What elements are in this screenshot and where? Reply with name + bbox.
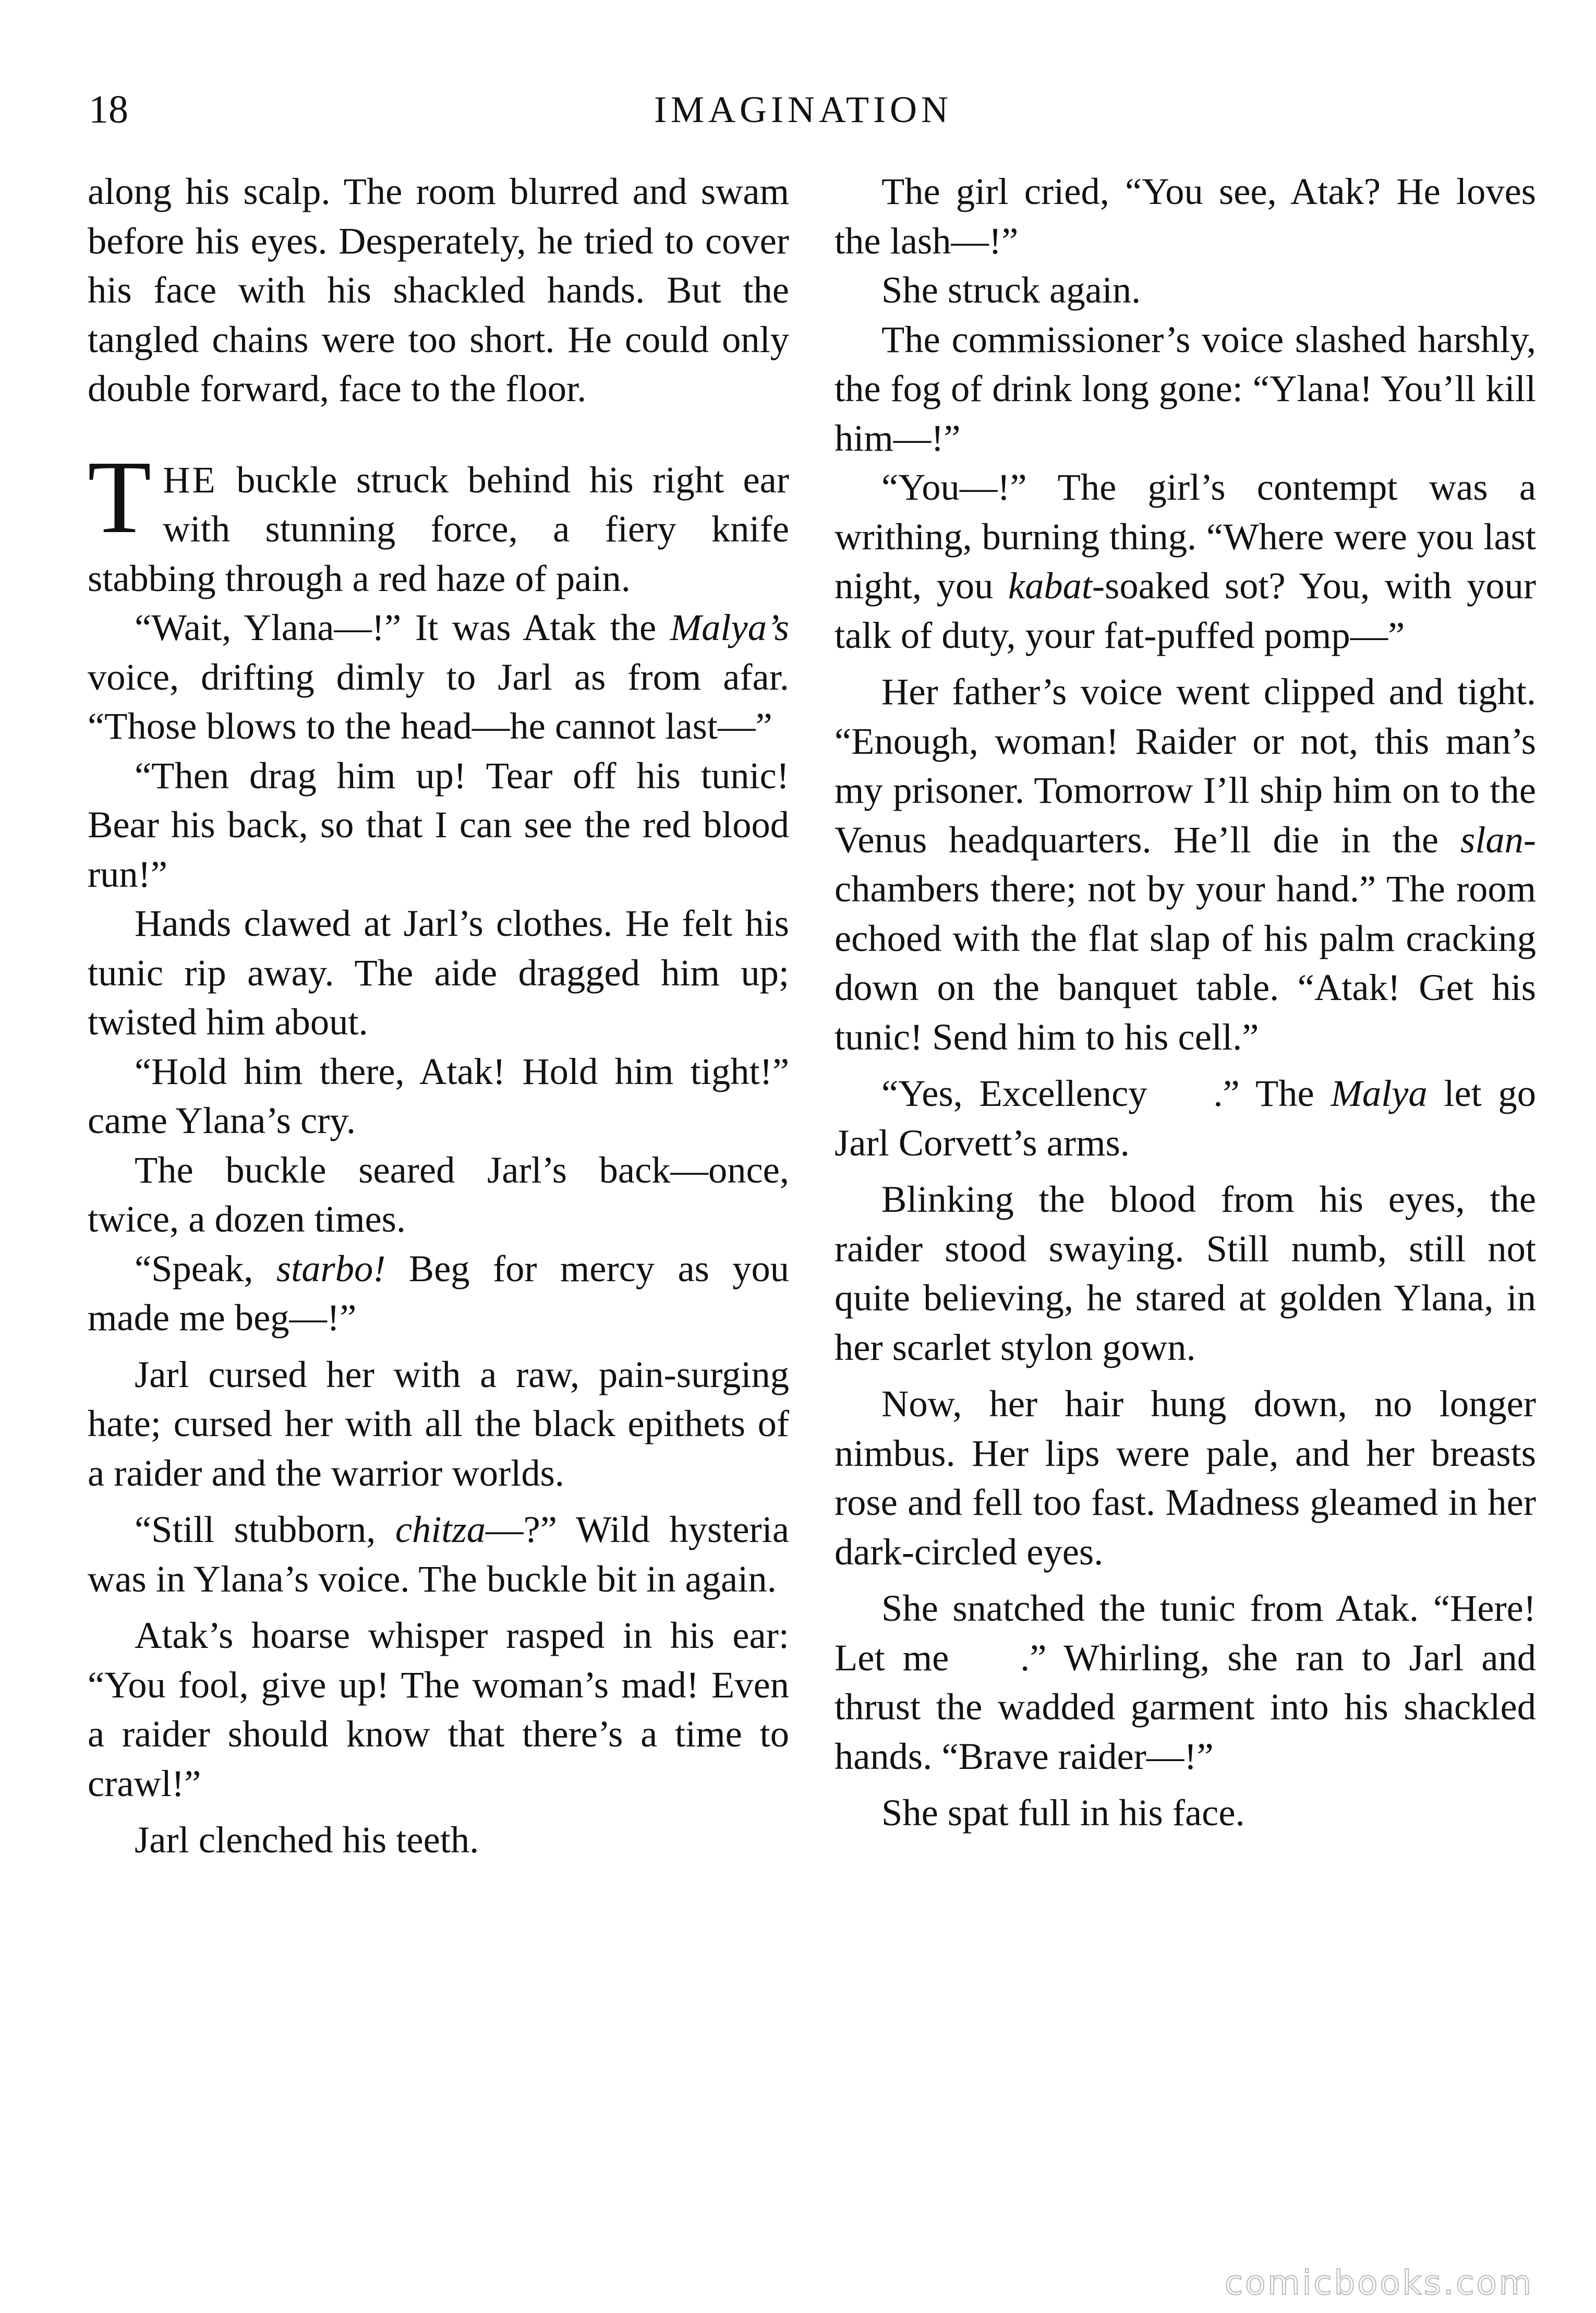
text-run: “Speak, <box>135 1247 276 1290</box>
paragraph <box>88 1244 789 1343</box>
paragraph: She struck again. <box>881 269 1141 311</box>
italic-run: kabat <box>1008 564 1092 607</box>
left-column <box>88 167 789 1865</box>
text-run: -soaked sot? You, with your talk of duty, your fat-puffed pomp—” <box>835 564 1536 656</box>
page-header <box>89 83 1518 146</box>
small-caps-word: HE <box>163 458 217 501</box>
paragraph: Hands clawed at Jarl’s clothes. He felt his tunic rip away. The aide dragged him up; twisted him about. <box>88 902 789 1043</box>
text-run: “Wait, Ylana—!” It was Atak the <box>135 606 670 648</box>
running-title: IMAGINATION <box>654 89 952 130</box>
paragraph: The commissioner’s voice slashed harshly, the fog of drink long gone: “Ylana! You’ll kill him—!” <box>835 318 1536 459</box>
paragraph <box>835 667 1536 1062</box>
italic-run: starbo! <box>276 1247 386 1290</box>
paragraph <box>835 463 1536 660</box>
paragraph: along his scalp. The room blurred and swam before his eyes. Desperately, he tried to cover his face with his shackled hands. But the tangled chains were too short. He could only double forward, face to the floor. <box>88 170 789 409</box>
paragraph: She spat full in his face. <box>881 1791 1245 1834</box>
italic-run: Malya <box>1331 1072 1428 1114</box>
paragraph: The girl cried, “You see, Atak? He loves the lash—!” <box>835 170 1536 262</box>
text-run: —?” Wild hysteria was in Ylana’s voice. The buckle bit in again. <box>88 1508 789 1600</box>
paragraph: “Hold him there, Atak! Hold him tight!” came Ylana’s cry. <box>88 1050 789 1141</box>
italic-run: Malya’s <box>670 606 789 648</box>
page-number: 18 <box>89 88 128 131</box>
paragraph <box>88 1505 789 1604</box>
paragraph-text: buckle struck behind his right ear with stunning force, a fiery knife stabbing through a red haze of pain. <box>88 458 789 599</box>
text-run: -chambers there; not by your hand.” The room echoed with the flat slap of his palm cracking down on the banquet table. “Atak! Get his tunic! Send him to his cell.” <box>835 818 1536 1058</box>
paragraph: Atak’s hoarse whisper rasped in his ear: “You fool, give up! The woman’s mad! Even a raider should know that there’s a time to crawl!” <box>88 1614 789 1804</box>
text-run: Her father’s voice went clipped and tight. “Enough, woman! Raider or not, this man’s my prisoner. Tomorrow I’ll ship him on to the Venus headquarters. He’ll die in the <box>835 670 1536 861</box>
paragraph <box>835 1069 1536 1167</box>
paragraph: Blinking the blood from his eyes, the raider stood swaying. Still numb, still not quite believing, he stared at golden Ylana, in her scarlet stylon gown. <box>835 1178 1536 1368</box>
right-column <box>835 167 1536 1838</box>
paragraph: “Then drag him up! Tear off his tunic! Bear his back, so that I can see the red blood run!” <box>88 754 789 895</box>
paragraph: The buckle seared Jarl’s back—once, twice, a dozen times. <box>88 1148 789 1240</box>
paragraph <box>88 603 789 751</box>
italic-run: slan <box>1460 818 1524 861</box>
paragraph-section-start <box>88 439 789 604</box>
text-run: “You—!” The girl’s contempt was a writhing, burning thing. “Where were you last night, you <box>835 466 1536 607</box>
text-run: Beg for mercy as you made me beg—!” <box>88 1247 789 1339</box>
text-run: voice, drifting dimly to Jarl as from afar. “Those blows to the head—he cannot last—” <box>88 655 789 747</box>
drop-cap: T <box>88 439 152 555</box>
paragraph: She snatched the tunic from Atak. “Here! Let me .” Whirling, she ran to Jarl and thrust the wadded garment into his shackled hands. “Brave raider—!” <box>835 1587 1536 1777</box>
watermark: comicbooks.com <box>1224 2264 1533 2303</box>
text-run: “Yes, Excellency .” The <box>881 1072 1331 1114</box>
italic-run: chitza <box>395 1508 486 1550</box>
paragraph: Jarl cursed her with a raw, pain-surging hate; cursed her with all the black epithets of a raider and the warrior worlds. <box>88 1353 789 1494</box>
text-run: “Still stubborn, <box>135 1508 395 1550</box>
text-run: let go Jarl Corvett’s arms. <box>835 1072 1536 1164</box>
paragraph: Jarl clenched his teeth. <box>135 1818 479 1861</box>
paragraph: Now, her hair hung down, no longer nimbus. Her lips were pale, and her breasts rose and fell too fast. Madness gleamed in her dark-circled eyes. <box>835 1382 1536 1573</box>
